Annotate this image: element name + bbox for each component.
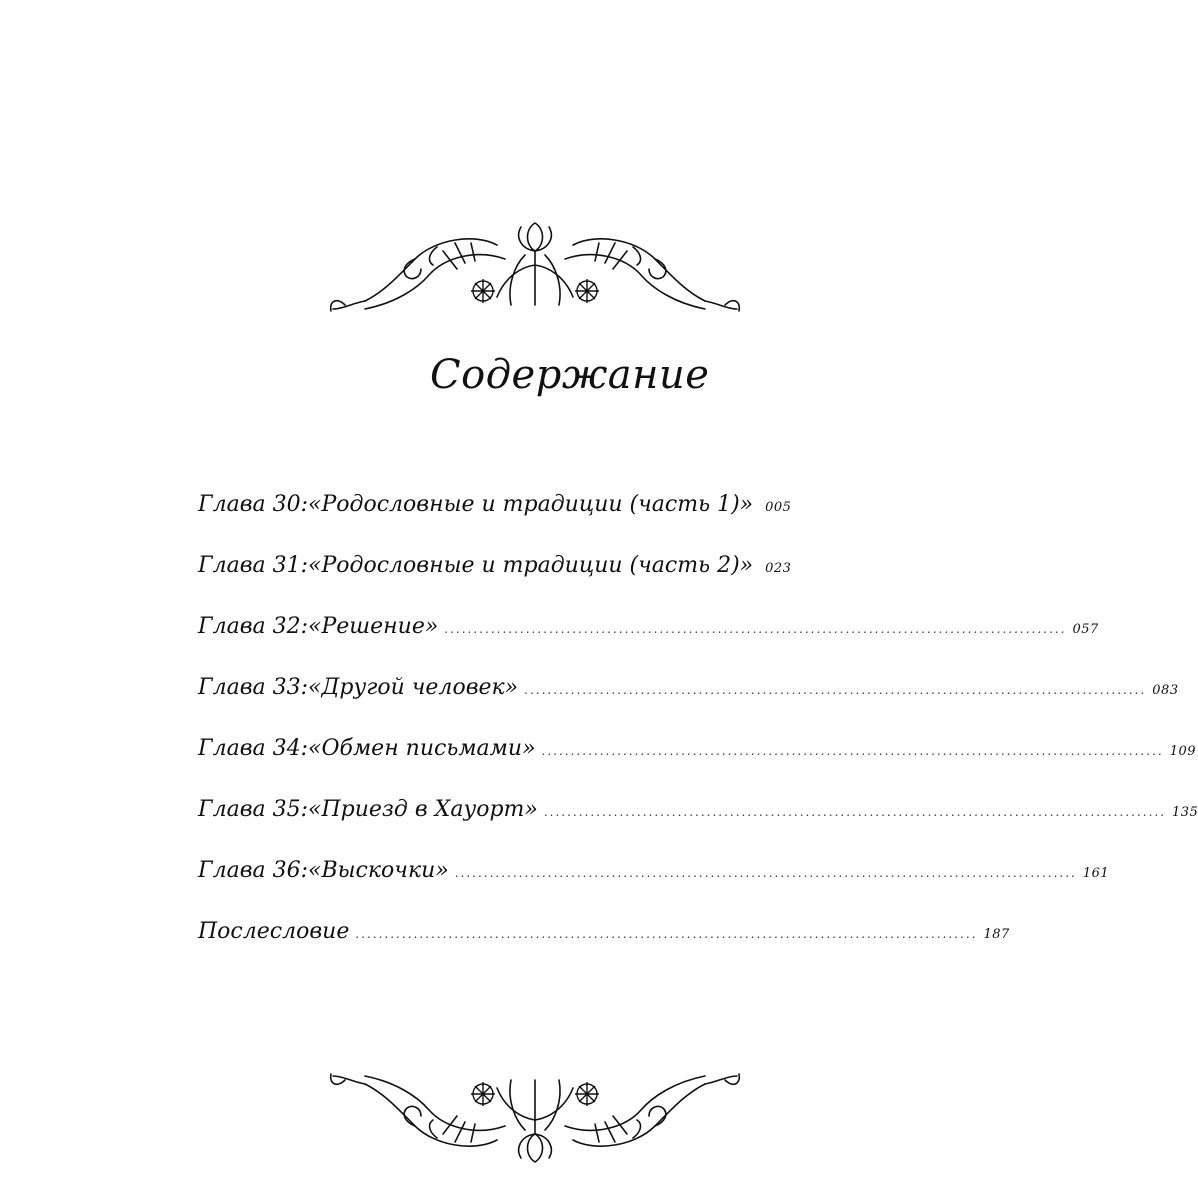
toc-chapter-title: Послесловие	[198, 919, 350, 944]
toc-entry-chapter-35[interactable]	[198, 797, 1198, 858]
toc-chapter-label: Глава 35:	[198, 797, 309, 822]
toc-page-number: 023	[765, 561, 792, 576]
toc-dot-leader: ...........................................................................................................	[454, 866, 1077, 880]
toc-page-number: 161	[1082, 866, 1110, 881]
toc-chapter-label: Глава 32:	[198, 614, 309, 639]
toc-page-number: 005	[765, 500, 792, 515]
toc-chapter-title: «Другой человек»	[308, 675, 519, 700]
toc-dot-leader: ...........................................................................................................	[355, 927, 978, 941]
toc-entry-chapter-36[interactable]	[198, 858, 1110, 919]
toc-entry-chapter-34[interactable]	[198, 736, 1197, 797]
toc-chapter-title: «Родословные и традиции (часть 1)»	[308, 492, 754, 517]
toc-entry-chapter-30[interactable]	[198, 492, 792, 553]
toc-chapter-label: Глава 34:	[198, 736, 309, 761]
toc-page-number: 109	[1169, 744, 1197, 759]
toc-dot-leader: ...........................................................................................................	[541, 744, 1164, 758]
toc-chapter-title: «Решение»	[308, 614, 439, 639]
toc-chapter-label: Глава 33:	[198, 675, 309, 700]
page-title: Содержание	[430, 352, 710, 398]
toc-page-number: 187	[983, 927, 1010, 942]
toc-dot-leader: ...........................................................................................................	[524, 683, 1147, 697]
toc-chapter-title: «Приезд в Хауорт»	[308, 797, 538, 822]
toc-chapter-label: Глава 36:	[198, 858, 309, 883]
toc-chapter-title: «Выскочки»	[308, 858, 449, 883]
toc-page-number: 083	[1152, 683, 1179, 698]
toc-entry-chapter-31[interactable]	[198, 553, 792, 614]
toc-entry-chapter-32[interactable]	[198, 614, 1099, 675]
toc-entry-afterword[interactable]	[198, 919, 1010, 980]
toc-chapter-title: «Обмен письмами»	[308, 736, 536, 761]
toc-chapter-title: «Родословные и традиции (часть 2)»	[308, 553, 754, 578]
toc-entry-chapter-33[interactable]	[198, 675, 1179, 736]
toc-dot-leader: ...........................................................................................................	[543, 805, 1167, 819]
toc-chapter-label: Глава 31:	[198, 553, 309, 578]
table-of-contents	[198, 492, 1198, 980]
floral-ornament-icon	[325, 1070, 745, 1180]
toc-dot-leader: ...........................................................................................................	[444, 622, 1067, 636]
floral-ornament-icon	[325, 205, 745, 315]
toc-chapter-label: Глава 30:	[198, 492, 309, 517]
toc-page-number: 135	[1172, 805, 1198, 820]
toc-page-number: 057	[1072, 622, 1099, 637]
